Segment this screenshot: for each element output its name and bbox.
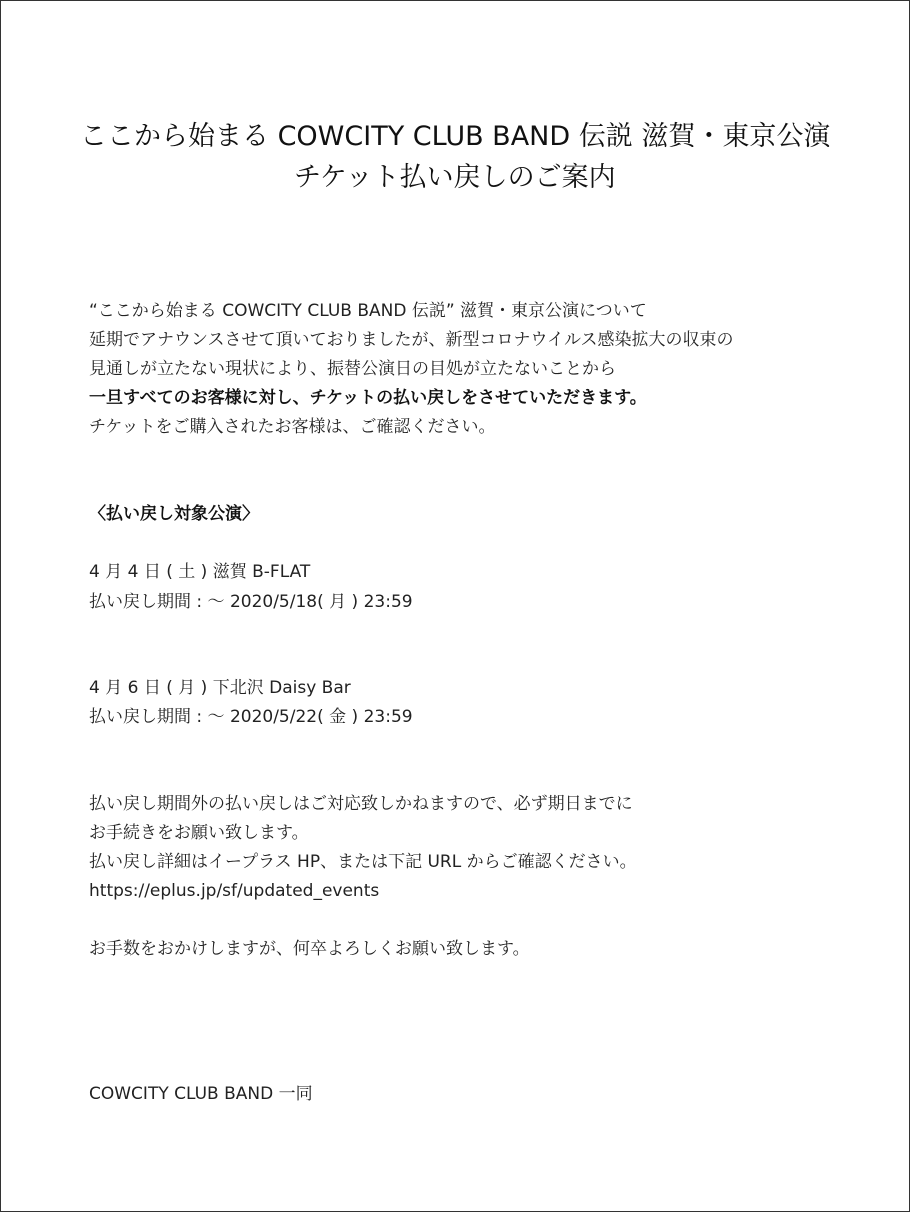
note-line-1: 払い戻し期間外の払い戻しはご対応致しかねますので、必ず期日までに	[89, 794, 633, 814]
closing-line: お手数をおかけしますが、何卒よろしくお願い致します。	[89, 939, 530, 959]
signature: COWCITY CLUB BAND 一同	[89, 1084, 313, 1104]
intro-line-5: チケットをご購入されたお客様は、ご確認ください。	[89, 417, 496, 437]
intro-line-3: 見通しが立たない現状により、振替公演日の目処が立たないことから	[89, 359, 616, 379]
title-line-2: チケット払い戻しのご案内	[294, 162, 616, 193]
refund-url: https://eplus.jp/sf/updated_events	[89, 881, 380, 901]
section-heading: 〈払い戻し対象公演〉	[89, 504, 259, 524]
note-line-3: 払い戻し詳細はイープラス HP、または下記 URL からご確認ください。	[89, 852, 637, 872]
performance-2-date-venue: 4 月 6 日 ( 月 ) 下北沢 Daisy Bar	[89, 678, 351, 698]
performance-1-refund-period: 払い戻し期間 : 〜 2020/5/18( 月 ) 23:59	[89, 592, 413, 612]
performance-2-refund-period: 払い戻し期間 : 〜 2020/5/22( 金 ) 23:59	[89, 707, 413, 727]
intro-line-2: 延期でアナウンスさせて頂いておりましたが、新型コロナウイルス感染拡大の収束の	[89, 330, 734, 350]
title-line-1: ここから始まる COWCITY CLUB BAND 伝説 滋賀・東京公演	[80, 121, 831, 152]
intro-line-1: “ここから始まる COWCITY CLUB BAND 伝説” 滋賀・東京公演について	[89, 301, 647, 321]
note-line-2: お手続きをお願い致します。	[89, 823, 309, 843]
intro-line-emphasis: 一旦すべてのお客様に対し、チケットの払い戻しをさせていただきます。	[89, 388, 647, 408]
performance-1-date-venue: 4 月 4 日 ( 土 ) 滋賀 B-FLAT	[89, 562, 311, 582]
